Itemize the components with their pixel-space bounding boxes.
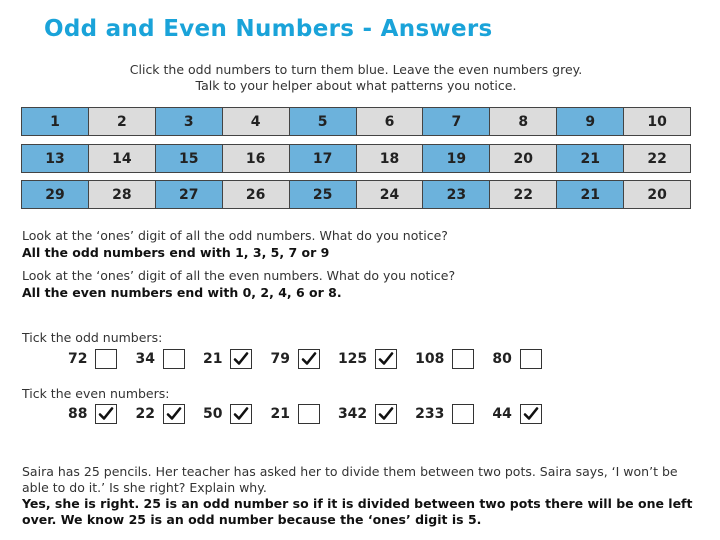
check-icon bbox=[233, 351, 249, 367]
odd-ones-answer: All the odd numbers end with 1, 3, 5, 7 or 9 bbox=[22, 245, 330, 260]
check-icon bbox=[523, 406, 539, 422]
tick-checkbox[interactable] bbox=[163, 404, 185, 424]
tick-checkbox[interactable] bbox=[375, 349, 397, 369]
tick-item bbox=[203, 404, 252, 424]
tick-number: 80 bbox=[492, 351, 512, 367]
number-cell[interactable]: 20 bbox=[624, 181, 690, 208]
tick-item bbox=[338, 349, 397, 369]
even-ones-answer: All the even numbers end with 0, 2, 4, 6 or 8. bbox=[22, 285, 342, 300]
number-cell[interactable]: 8 bbox=[490, 108, 557, 135]
tick-number: 34 bbox=[135, 351, 155, 367]
tick-odd-row bbox=[68, 348, 560, 370]
number-cell[interactable]: 15 bbox=[156, 145, 223, 172]
number-cell[interactable]: 4 bbox=[223, 108, 290, 135]
tick-item bbox=[338, 404, 397, 424]
tick-even-row bbox=[68, 403, 560, 425]
number-cell[interactable]: 24 bbox=[357, 181, 424, 208]
tick-number: 22 bbox=[135, 406, 155, 422]
tick-checkbox[interactable] bbox=[95, 404, 117, 424]
check-icon bbox=[233, 406, 249, 422]
number-cell[interactable]: 23 bbox=[423, 181, 490, 208]
tick-number: 21 bbox=[270, 406, 290, 422]
story-question: Saira has 25 pencils. Her teacher has asked her to divide them between two pots. Saira says, ‘I won’t be able to do it.’ Is she right? Explain why. bbox=[22, 464, 678, 495]
number-cell[interactable]: 6 bbox=[357, 108, 424, 135]
number-cell[interactable]: 3 bbox=[156, 108, 223, 135]
tick-checkbox[interactable] bbox=[520, 349, 542, 369]
tick-checkbox[interactable] bbox=[520, 404, 542, 424]
number-cell[interactable]: 22 bbox=[624, 145, 690, 172]
number-cell[interactable]: 29 bbox=[22, 181, 89, 208]
tick-number: 233 bbox=[415, 406, 445, 422]
odd-ones-question: Look at the ‘ones’ digit of all the odd numbers. What do you notice? bbox=[22, 228, 448, 243]
instructions-line-2: Talk to your helper about what patterns you notice. bbox=[195, 78, 517, 93]
check-icon bbox=[378, 406, 394, 422]
tick-number: 50 bbox=[202, 406, 223, 422]
tick-number: 72 bbox=[68, 351, 88, 367]
number-cell[interactable]: 21 bbox=[557, 145, 624, 172]
number-row-3 bbox=[21, 180, 691, 209]
page-title: Odd and Even Numbers - Answers bbox=[44, 16, 493, 42]
tick-item bbox=[270, 349, 319, 369]
even-ones-question: Look at the ‘ones’ digit of all the even numbers. What do you notice? bbox=[22, 268, 456, 283]
number-cell[interactable]: 16 bbox=[223, 145, 290, 172]
tick-number: 125 bbox=[337, 351, 368, 367]
tick-item bbox=[415, 404, 474, 424]
number-cell[interactable]: 19 bbox=[423, 145, 490, 172]
tick-checkbox[interactable] bbox=[230, 349, 252, 369]
tick-checkbox[interactable] bbox=[163, 349, 185, 369]
tick-item bbox=[203, 349, 252, 369]
tick-number: 88 bbox=[68, 406, 88, 422]
tick-checkbox[interactable] bbox=[452, 404, 474, 424]
tick-item bbox=[415, 349, 474, 369]
tick-number: 79 bbox=[270, 351, 290, 367]
number-cell[interactable]: 10 bbox=[624, 108, 690, 135]
number-cell[interactable]: 20 bbox=[490, 145, 557, 172]
tick-checkbox[interactable] bbox=[375, 404, 397, 424]
number-cell[interactable]: 9 bbox=[557, 108, 624, 135]
tick-item bbox=[68, 404, 117, 424]
story-answer: Yes, she is right. 25 is an odd number so if it is divided between two pots there will be one left over. We know 25 is an odd number because the ‘ones’ digit is 5. bbox=[22, 496, 693, 527]
check-icon bbox=[166, 406, 182, 422]
tick-number: 21 bbox=[202, 351, 223, 367]
tick-item bbox=[270, 404, 319, 424]
instructions bbox=[22, 62, 690, 94]
tick-item bbox=[135, 349, 184, 369]
tick-item bbox=[492, 404, 541, 424]
number-row-2 bbox=[21, 144, 691, 173]
tick-checkbox[interactable] bbox=[298, 349, 320, 369]
tick-number: 44 bbox=[492, 406, 512, 422]
number-cell[interactable]: 13 bbox=[22, 145, 89, 172]
tick-checkbox[interactable] bbox=[95, 349, 117, 369]
check-icon bbox=[301, 351, 317, 367]
tick-odd-label: Tick the odd numbers: bbox=[22, 330, 163, 345]
number-row-1 bbox=[21, 107, 691, 136]
tick-checkbox[interactable] bbox=[230, 404, 252, 424]
number-cell[interactable]: 27 bbox=[156, 181, 223, 208]
number-cell[interactable]: 17 bbox=[290, 145, 357, 172]
number-cell[interactable]: 2 bbox=[89, 108, 156, 135]
number-cell[interactable]: 22 bbox=[490, 181, 557, 208]
tick-checkbox[interactable] bbox=[298, 404, 320, 424]
tick-item bbox=[68, 349, 117, 369]
number-cell[interactable]: 18 bbox=[357, 145, 424, 172]
number-cell[interactable]: 25 bbox=[290, 181, 357, 208]
number-cell[interactable]: 26 bbox=[223, 181, 290, 208]
number-cell[interactable]: 28 bbox=[89, 181, 156, 208]
tick-number: 108 bbox=[415, 351, 445, 367]
tick-even-label: Tick the even numbers: bbox=[22, 386, 170, 401]
number-cell[interactable]: 21 bbox=[557, 181, 624, 208]
tick-item bbox=[492, 349, 541, 369]
number-cell[interactable]: 14 bbox=[89, 145, 156, 172]
tick-item bbox=[135, 404, 184, 424]
check-icon bbox=[98, 406, 114, 422]
number-cell[interactable]: 7 bbox=[423, 108, 490, 135]
tick-checkbox[interactable] bbox=[452, 349, 474, 369]
instructions-line-1: Click the odd numbers to turn them blue. Leave the even numbers grey. bbox=[129, 62, 583, 77]
tick-number: 342 bbox=[337, 406, 368, 422]
number-cell[interactable]: 1 bbox=[22, 108, 89, 135]
number-cell[interactable]: 5 bbox=[290, 108, 357, 135]
check-icon bbox=[378, 351, 394, 367]
